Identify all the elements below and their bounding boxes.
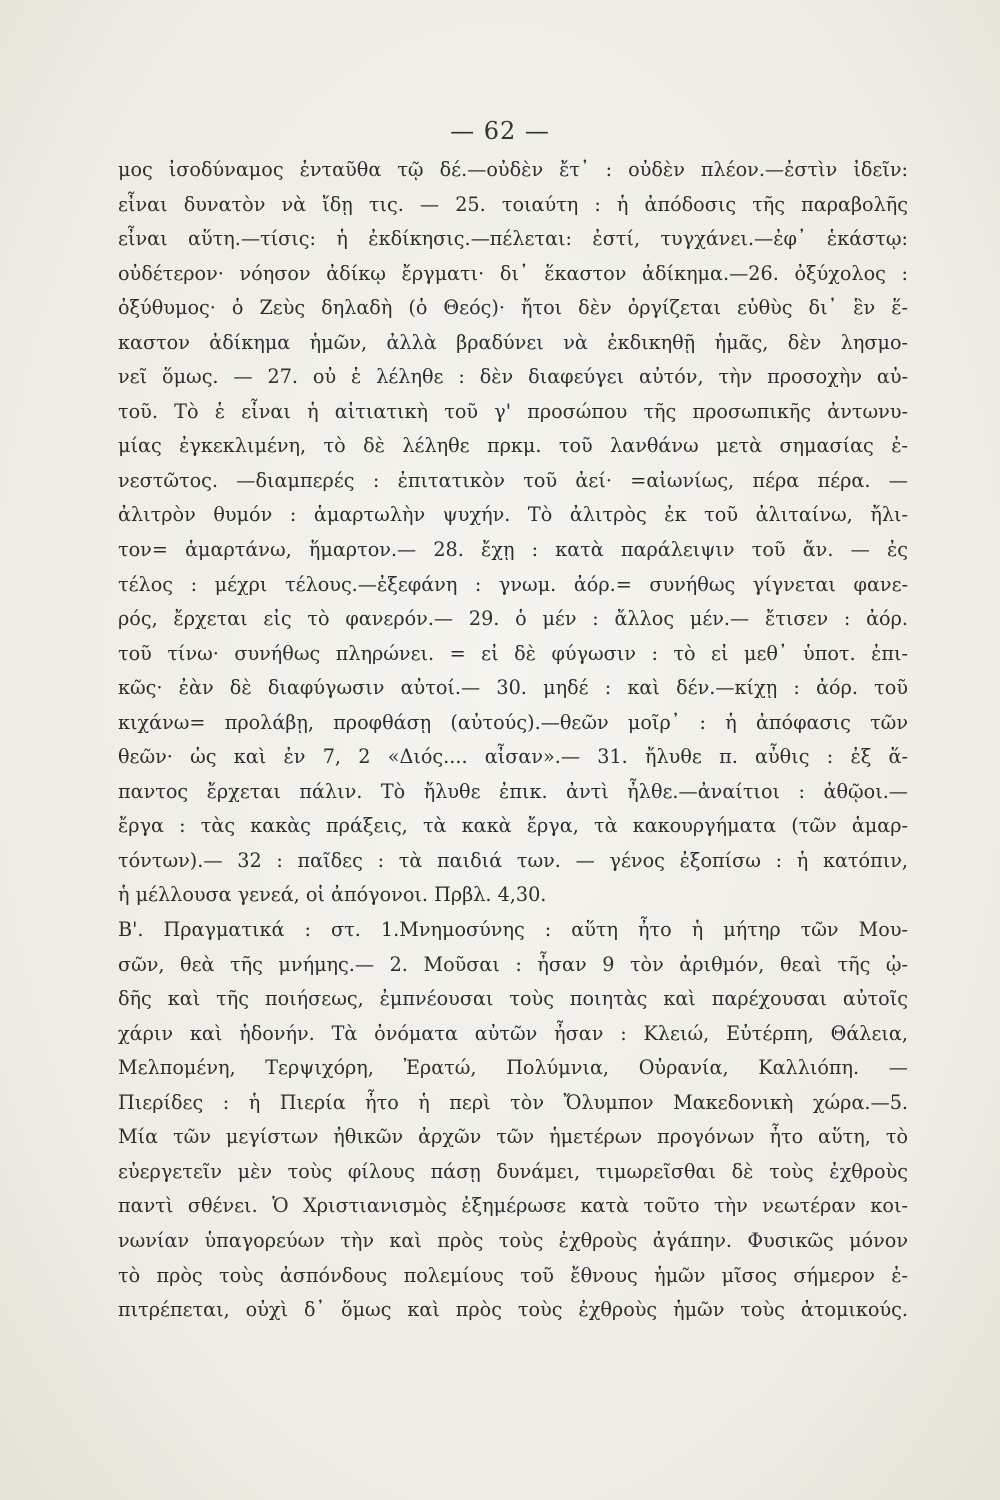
- text-line: τέλος : μέχρι τέλους.—ἐξεφάνη : γνωμ. ἀόρ.= συνήθως γίγνεται φανε-: [118, 572, 908, 596]
- text-line: μος ἰσοδύναμος ἐνταῦθα τῷ δέ.—οὐδὲν ἔτ᾿ : οὐδὲν πλέον.—ἐστὶν ἰδεῖν:: [118, 158, 908, 181]
- text-line: εὐεργετεῖν μὲν τοὺς φίλους πάσῃ δυνάμει, τιμωρεῖσθαι δὲ τοὺς ἐχθροὺς: [118, 1159, 908, 1183]
- text-line: κῶς· ἐὰν δὲ διαφύγωσιν αὐτοί.— 30. μηδέ : καὶ δέν.—κίχῃ : ἀόρ. τοῦ: [118, 676, 908, 700]
- commentary-text: [118, 153, 908, 1328]
- text-line: τον= ἁμαρτάνω, ἥμαρτον.— 28. ἔχῃ : κατὰ παράλειψιν τοῦ ἄν. — ἐς: [118, 538, 908, 562]
- text-line: μίας ἐγκεκλιμένη, τὸ δὲ λέληθε πρκμ. τοῦ λανθάνω μετὰ σημασίας ἐ-: [118, 434, 908, 458]
- text-line: παντος ἔρχεται πάλιν. Τὸ ἤλυθε ἐπικ. ἀντὶ ἦλθε.—ἀναίτιοι : ἀθῷοι.—: [118, 779, 908, 803]
- text-line: νωνίαν ὑπαγορεύων τὴν καὶ πρὸς τοὺς ἐχθροὺς ἀγάπην. Φυσικῶς μόνον: [118, 1228, 908, 1252]
- text-line: Β'. Πραγματικά : στ. 1.Μνημοσύνης : αὕτη ἦτο ἡ μήτηρ τῶν Μου-: [118, 918, 908, 942]
- text-line: Πιερίδες : ἡ Πιερία ἦτο ἡ περὶ τὸν Ὄλυμπον Μακεδονικὴ χώρα.—5.: [118, 1090, 908, 1114]
- page-number: — 62 —: [450, 117, 550, 145]
- text-line: τοῦ τίνω· συνήθως πληρώνει. = εἰ δὲ φύγωσιν : τὸ εἰ μεθ᾿ ὑποτ. ἐπι-: [118, 641, 908, 665]
- text-line: τόντων).— 32 : παῖδες : τὰ παιδιά των. — γένος ἐξοπίσω : ἡ κατόπιν,: [118, 848, 908, 872]
- text-line: πιτρέπεται, οὐχὶ δ᾿ ὅμως καὶ πρὸς τοὺς ἐχθροὺς ἡμῶν τοὺς ἀτομικούς.: [118, 1298, 908, 1322]
- text-line: σῶν, θεὰ τῆς μνήμης.— 2. Μοῦσαι : ἦσαν 9 τὸν ἀριθμόν, θεαὶ τῆς ᾠ-: [118, 952, 908, 976]
- text-line: ἔργα : τὰς κακὰς πράξεις, τὰ κακὰ ἔργα, τὰ κακουργήματα (τῶν ἁμαρ-: [118, 814, 908, 838]
- text-line: νεῖ ὅμως. — 27. οὐ ἑ λέληθε : δὲν διαφεύγει αὐτόν, τὴν προσοχὴν αὐ-: [118, 365, 908, 389]
- text-line: τὸ πρὸς τοὺς ἀσπόνδους πολεμίους τοῦ ἔθνους ἡμῶν μῖσος σήμερον ἐ-: [118, 1263, 908, 1287]
- text-line: ρός, ἔρχεται εἰς τὸ φανερόν.— 29. ὁ μέν : ἄλλος μέν.— ἔτισεν : ἀόρ.: [118, 607, 908, 631]
- text-line: χάριν καὶ ἡδονήν. Τὰ ὀνόματα αὐτῶν ἦσαν : Κλειώ, Εὐτέρπη, Θάλεια,: [118, 1021, 908, 1045]
- text-line: εἶναι δυνατὸν νὰ ἴδῃ τις. — 25. τοιαύτη : ἡ ἀπόδοσις τῆς παραβολῆς: [118, 192, 908, 216]
- text-line: ὀξύθυμος· ὁ Ζεὺς δηλαδὴ (ὁ Θεός)· ἤτοι δὲν ὀργίζεται εὐθὺς δι᾿ ἓν ἕ-: [118, 296, 908, 320]
- text-line: ἡ μέλλουσα γενεά, οἱ ἀπόγονοι. Πρβλ. 4,30.: [118, 883, 547, 907]
- text-line: Μελπομένη, Τερψιχόρη, Ἐρατώ, Πολύμνια, Οὐρανία, Καλλιόπη. —: [118, 1056, 908, 1080]
- text-line: παντὶ σθένει. Ὁ Χριστιανισμὸς ἐξημέρωσε κατὰ τοῦτο τὴν νεωτέραν κοι-: [118, 1194, 908, 1218]
- text-line: Μία τῶν μεγίστων ἠθικῶν ἀρχῶν τῶν ἡμετέρων προγόνων ἦτο αὕτη, τὸ: [118, 1125, 908, 1149]
- text-line: θεῶν· ὡς καὶ ἐν 7, 2 «Διός.... αἶσαν».— 31. ἤλυθε π. αὖθις : ἐξ ἅ-: [118, 745, 908, 769]
- text-line: κιχάνω= προλάβῃ, προφθάσῃ (αὐτούς).—θεῶν μοῖρ᾿ : ἡ ἀπόφασις τῶν: [118, 710, 908, 734]
- text-line: οὐδέτερον· νόησον ἀδίκῳ ἔργματι· δι᾿ ἕκαστον ἀδίκημα.—26. ὀξύχολος :: [118, 261, 908, 285]
- text-line: εἶναι αὕτη.—τίσις: ἡ ἐκδίκησις.—πέλεται: ἐστί, τυγχάνει.—ἐφ᾿ ἑκάστῳ:: [118, 227, 908, 251]
- text-line: δῆς καὶ τῆς ποιήσεως, ἐμπνέουσαι τοὺς ποιητὰς καὶ παρέχουσαι αὐτοῖς: [118, 987, 908, 1011]
- text-line: νεστῶτος. —διαμπερές : ἐπιτατικὸν τοῦ ἀεί· =αἰωνίως, πέρα πέρα. —: [118, 468, 908, 492]
- text-line: τοῦ. Τὸ ἑ εἶναι ἡ αἰτιατικὴ τοῦ γ' προσώπου τῆς προσωπικῆς ἀντωνυ-: [118, 399, 908, 423]
- text-line: καστον ἀδίκημα ἡμῶν, ἀλλὰ βραδύνει νὰ ἐκδικηθῇ ἡμᾶς, δὲν λησμο-: [118, 330, 908, 354]
- text-line: ἀλιτρὸν θυμόν : ἁμαρτωλὴν ψυχήν. Τὸ ἀλιτρὸς ἐκ τοῦ ἀλιταίνω, ἤλι-: [118, 503, 908, 527]
